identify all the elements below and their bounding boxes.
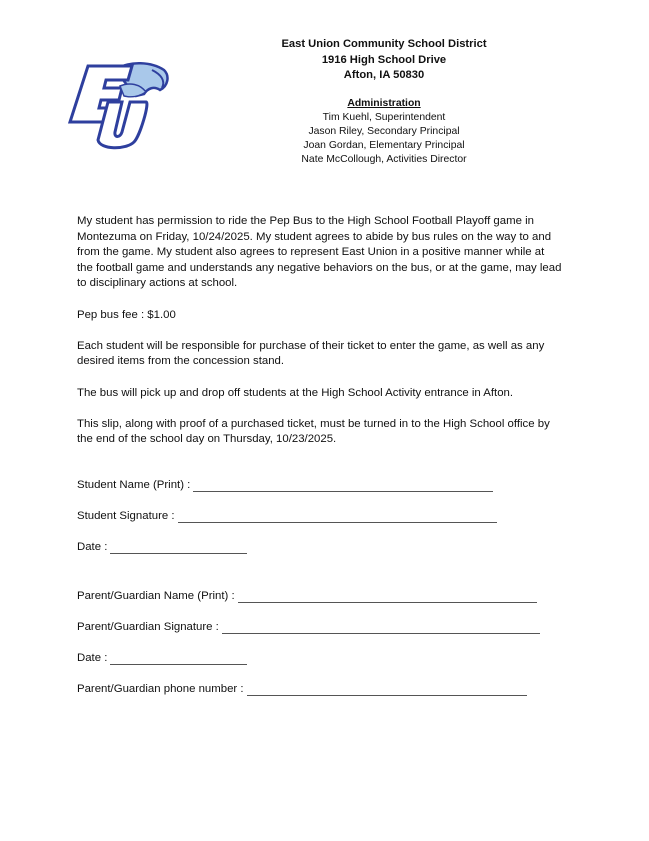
student-date-label: Date : [77, 541, 108, 553]
text-line: from the game. My student also agrees to represent East Union in a positive manner while at [77, 246, 545, 259]
text-line: Pep bus fee : $1.00 [77, 308, 176, 321]
district-name: East Union Community School District [281, 38, 487, 50]
permission-paragraph [77, 214, 597, 292]
student-date-field[interactable] [110, 541, 247, 554]
parent-phone-field[interactable] [247, 683, 527, 696]
text-line: Montezuma on Friday, 10/24/2025. My student agrees to abide by bus rules on the way to and [77, 230, 552, 243]
admin-member: Tim Kuehl, Superintendent [322, 112, 446, 123]
text-line: to disciplinary actions at school. [77, 277, 238, 290]
text-line: the end of the school day on Thursday, 10/23/2025. [77, 433, 337, 446]
text-line: the football game and understands any negative behaviors on the bus, or at the game, may lead [77, 261, 562, 274]
signature-form [77, 479, 540, 714]
parent-signature-field[interactable] [222, 621, 540, 634]
student-name-field[interactable] [193, 479, 493, 492]
administration-block [234, 97, 534, 167]
permission-text [77, 214, 597, 464]
student-signature-field[interactable] [178, 510, 497, 523]
admin-member: Jason Riley, Secondary Principal [308, 126, 460, 137]
school-header [234, 37, 534, 84]
parent-phone-label: Parent/Guardian phone number : [77, 683, 244, 695]
city-address: Afton, IA 50830 [343, 69, 425, 81]
parent-date-label: Date : [77, 652, 108, 664]
pickup-paragraph [77, 386, 597, 402]
parent-date-field[interactable] [110, 652, 247, 665]
parent-signature-label: Parent/Guardian Signature : [77, 621, 219, 633]
text-line: My student has permission to ride the Pep Bus to the High School Football Playoff game in [77, 215, 534, 227]
parent-name-label: Parent/Guardian Name (Print) : [77, 590, 235, 602]
admin-member: Nate McCollough, Activities Director [301, 154, 467, 165]
eagle-eu-logo-icon [60, 56, 178, 154]
student-signature-label: Student Signature : [77, 510, 175, 522]
admin-member: Joan Gordan, Elementary Principal [303, 140, 465, 151]
deadline-paragraph [77, 417, 597, 448]
text-line: This slip, along with proof of a purchased ticket, must be turned in to the High School office by [77, 417, 550, 430]
student-name-label: Student Name (Print) : [77, 479, 191, 491]
text-line: The bus will pick up and drop off students at the High School Activity entrance in Afton. [77, 386, 514, 399]
fee-paragraph [77, 308, 597, 324]
parent-name-field[interactable] [238, 590, 537, 603]
ticket-paragraph [77, 339, 597, 370]
text-line: desired items from the concession stand. [77, 355, 285, 368]
school-logo [60, 56, 178, 154]
administration-title: Administration [347, 98, 421, 109]
text-line: Each student will be responsible for purchase of their ticket to enter the game, as well as any [77, 339, 545, 352]
street-address: 1916 High School Drive [321, 53, 447, 66]
